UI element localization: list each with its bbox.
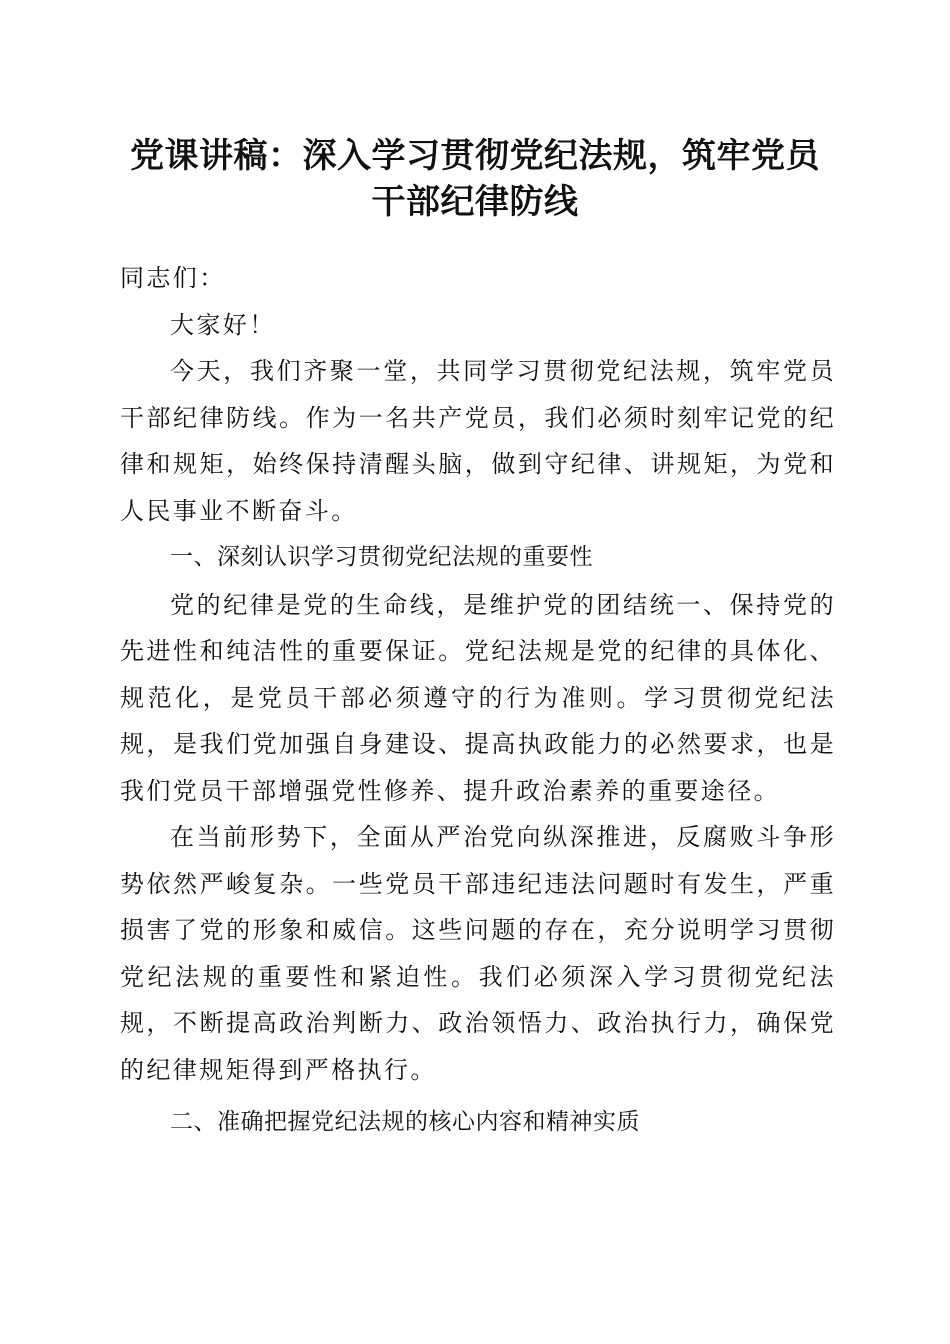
section-heading-1: 一、深刻认识学习贯彻党纪法规的重要性 [170,544,593,570]
salutation: 同志们： [120,264,226,292]
section-1-paragraph-1: 党的纪律是党的生命线，是维护党的团结统一、保持党的先进性和纯洁性的重要保证。党纪法规是党的纪律的具体化、规范化，是党员干部必须遵守的行为准则。学习贯彻党纪法规，是我们党加强自身建设、提高执政能力的必然要求，也是我们党员干部增强党性修养、提升政治素养的重要途径。 [120,590,836,805]
document-title [100,133,850,225]
title-line-2: 干部纪律防线 [371,182,579,222]
title-line-1: 党课讲稿：深入学习贯彻党纪法规，筑牢党员 [130,136,820,176]
section-1-paragraph-2: 在当前形势下，全面从严治党向纵深推进，反腐败斗争形势依然严峻复杂。一些党员干部违纪违法问题时有发生，严重损害了党的形象和威信。这些问题的存在，充分说明学习贯彻党纪法规的重要性和紧迫性。我们必须深入学习贯彻党纪法规，不断提高政治判断力、政治领悟力、政治执行力，确保党的纪律规矩得到严格执行。 [120,823,836,1084]
section-heading-2: 二、准确把握党纪法规的核心内容和精神实质 [170,1109,640,1135]
document-body [120,255,836,1146]
greeting: 大家好！ [170,310,276,339]
intro-paragraph: 今天，我们齐聚一堂，共同学习贯彻党纪法规，筑牢党员干部纪律防线。作为一名共产党员，我们必须时刻牢记党的纪律和规矩，始终保持清醒头脑，做到守纪律、讲规矩，为党和人民事业不断奋斗。 [120,357,836,525]
